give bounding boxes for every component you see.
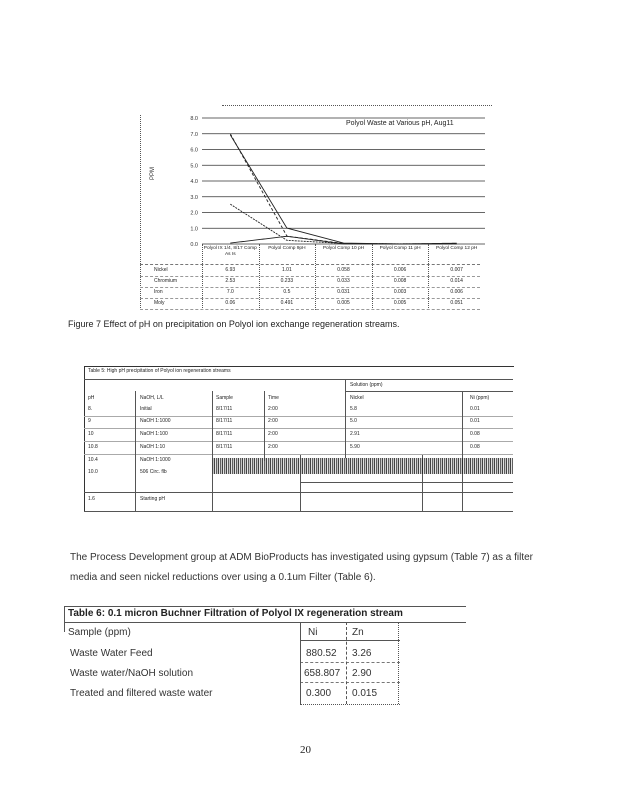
t6-rule <box>300 682 400 683</box>
table-5-cell: 8/17/11 <box>216 418 233 424</box>
table-5-cell: 8. <box>88 406 93 412</box>
chart-category-label: Polyol Comp 10 pH <box>322 246 365 251</box>
t6-col-rule <box>300 622 301 704</box>
chart-category-label: Polyol Comp 11 pH <box>379 246 421 251</box>
table-5-cell: 9 <box>88 418 91 424</box>
y-tick-label: 5.0 <box>190 163 198 170</box>
chart-data-label: 7.0 <box>226 289 234 295</box>
series-line-iron <box>230 134 456 244</box>
t5-col-rule <box>264 391 265 461</box>
table-5-cell: 10.8 <box>88 444 98 450</box>
chart-series-name: Moly <box>154 300 165 306</box>
chart-series-name: Chromium <box>154 278 178 284</box>
chart-data-label: 0.006 <box>393 267 407 273</box>
table-5-cell: 10.0 <box>88 469 98 475</box>
table-5-cell: 5.8 <box>350 406 357 412</box>
paragraph-line-1: The Process Development group at ADM BioProducts has investigated using gypsum (Table 7) as a filter <box>70 552 534 563</box>
table-5-row-rule <box>84 454 513 455</box>
chart-series-name: Nickel <box>154 267 168 273</box>
table-5-cell: 506 Circ. flb <box>140 469 167 475</box>
table-5-cell: 0.01 <box>470 406 480 412</box>
chart-data-label: 0.006 <box>450 289 463 295</box>
t6-row-2-zn: 2.90 <box>352 668 372 679</box>
chart-data-label: 1.01 <box>282 267 292 273</box>
t6-row-1-sample: Waste Water Feed <box>70 648 153 659</box>
y-tick-label: 6.0 <box>190 147 198 154</box>
table-5-frame <box>84 366 514 512</box>
chart-data-label: 0.003 <box>393 289 407 295</box>
table-5-cell: 5.90 <box>350 444 360 450</box>
t6-header-ni: Ni <box>308 627 318 638</box>
chart-data-label: 0.007 <box>450 267 463 273</box>
table-5-title: Table 5: High pH precipitation of Polyol ion regeneration streams <box>88 368 231 374</box>
chart-table-row <box>140 288 480 299</box>
table-5-cell: NaOH 1:1000 <box>140 457 171 463</box>
table-5-cell: Starting pH <box>140 496 166 502</box>
t5-rule <box>300 482 513 483</box>
paragraph-line-2: media and seen nickel reductions over using a 0.1um Filter (Table 6). <box>70 572 376 583</box>
t6-header-zn: Zn <box>352 627 364 638</box>
t6-col-rule <box>398 622 399 704</box>
t5-header-naoh: NaOH, L/L <box>140 395 164 401</box>
table-5-cell: NaOH 1:10 <box>140 444 166 450</box>
chart-data-table <box>140 244 480 310</box>
table-5-cell: 5.0 <box>350 418 357 424</box>
table-5-row-rule <box>84 428 513 429</box>
table-5-row-rule <box>84 416 513 417</box>
series-line-chromium <box>230 204 456 244</box>
table-5-cell: 8/17/11 <box>216 431 233 437</box>
t6-row-1-zn: 3.26 <box>352 648 372 659</box>
y-tick-label: 8.0 <box>190 116 198 122</box>
t5-rule <box>84 492 513 493</box>
chart-table-row <box>140 277 480 288</box>
chart-series-name: Iron <box>154 289 163 295</box>
chart-data-label: 0.051 <box>450 300 463 306</box>
table-5-group-header: Solution (ppm) <box>350 382 383 388</box>
y-tick-label: 7.0 <box>190 131 198 138</box>
t6-rule-top <box>64 606 466 607</box>
t6-col-rule <box>346 622 347 704</box>
table-5-rule <box>345 391 513 392</box>
t5-header-ni: Ni (ppm) <box>470 395 490 401</box>
table-5-row-rule <box>84 441 513 442</box>
table-5-cell: 2.91 <box>350 431 360 437</box>
table-5-cell: 8/17/11 <box>216 444 233 450</box>
t6-rule <box>300 704 400 705</box>
t5-col-rule <box>212 391 213 511</box>
chart-category-label: Polyol Comp 9pH <box>268 246 306 251</box>
table-5-cell: 10.4 <box>88 457 98 463</box>
t6-rule <box>300 662 400 663</box>
t6-row-2-sample: Waste water/NaOH solution <box>70 668 194 679</box>
t6-rule <box>300 640 400 641</box>
t6-row-3-zn: 0.015 <box>352 688 378 699</box>
chart-table-row <box>140 299 480 310</box>
table-5-cell: 2:00 <box>268 431 278 437</box>
chart-data-label: 0.014 <box>450 278 463 284</box>
t6-row-3-ni: 0.300 <box>306 688 332 699</box>
y-tick-label: 0.0 <box>190 242 198 248</box>
t5-col-rule <box>345 379 346 459</box>
t5-col-rule <box>135 391 136 511</box>
y-tick-label: 2.0 <box>190 210 198 217</box>
t6-row-3-sample: Treated and filtered waste water <box>70 688 213 699</box>
chart-title: Polyol Waste at Various pH, Aug11 <box>346 120 454 127</box>
table-5-cell: 2:00 <box>268 418 278 424</box>
chart-data-label: 0.5 <box>283 289 291 295</box>
chart-data-label: 6.93 <box>225 267 236 273</box>
table-6-title: Table 6: 0.1 micron Buchner Filtration of Polyol IX regeneration stream <box>68 608 403 619</box>
t6-row-1-ni: 880.52 <box>306 648 337 659</box>
table-5-cell: 0.08 <box>470 431 480 437</box>
y-tick-label: 3.0 <box>190 194 198 201</box>
scan-noise <box>212 458 513 474</box>
chart-data-label: 0.005 <box>393 300 407 306</box>
chart-ylabel: PPM <box>150 166 156 180</box>
figure-7-caption: Figure 7 Effect of pH on precipitation on Polyol ion exchange regeneration streams. <box>68 319 400 329</box>
t5-col-rule <box>462 391 463 511</box>
table-5-cell: 2:00 <box>268 444 278 450</box>
table-5-cell: NaOH 1:1000 <box>140 418 171 424</box>
chart-data-label: 0.06 <box>225 300 236 306</box>
t5-header-ph: pH <box>88 395 95 401</box>
t5-header-time: Time <box>268 395 279 401</box>
y-tick-label: 4.0 <box>190 179 198 185</box>
chart-frame-top <box>222 105 492 106</box>
chart-data-label: 0.033 <box>337 278 350 284</box>
chart-data-label: 2.53 <box>225 278 236 284</box>
chart-data-label: 0.031 <box>337 289 350 295</box>
chart-table-row <box>140 266 480 277</box>
table-5-cell: 10 <box>88 431 94 437</box>
table-5-cell: Initial <box>140 406 152 412</box>
t5-rule <box>84 511 513 512</box>
chart-category-label: Polyol Comp 12 pH <box>436 246 478 251</box>
table-5-cell: NaOH 1:100 <box>140 431 168 437</box>
table-5-cell: 8/17/11 <box>216 406 233 412</box>
t6-rule-left <box>64 606 65 632</box>
t6-row-2-ni: 658.807 <box>304 668 341 679</box>
series-line-nickel <box>230 135 456 244</box>
table-5-cell: 0.08 <box>470 444 480 450</box>
table-5-cell: 2:00 <box>268 406 278 412</box>
y-tick-label: 1.0 <box>190 226 198 233</box>
chart-data-label: 0.005 <box>337 300 350 306</box>
table-5-cell: 0.01 <box>470 418 480 424</box>
chart-data-label: 0.008 <box>393 278 407 284</box>
table-5-rule <box>84 379 513 380</box>
t6-rule <box>64 622 466 623</box>
chart-data-label: 0.058 <box>337 267 350 273</box>
chart-data-label: 0.233 <box>280 278 294 284</box>
t5-header-nickel: Nickel <box>350 395 364 401</box>
t5-header-sample: Sample <box>216 395 233 401</box>
chart-data-label: 0.491 <box>280 300 294 306</box>
t6-header-sample: Sample (ppm) <box>68 627 131 638</box>
chart-category-label: Polyol IX 1/4, 8/17 Comp As Is <box>203 246 257 257</box>
table-5-cell: 1.6 <box>88 496 95 502</box>
page-number: 20 <box>300 744 311 756</box>
